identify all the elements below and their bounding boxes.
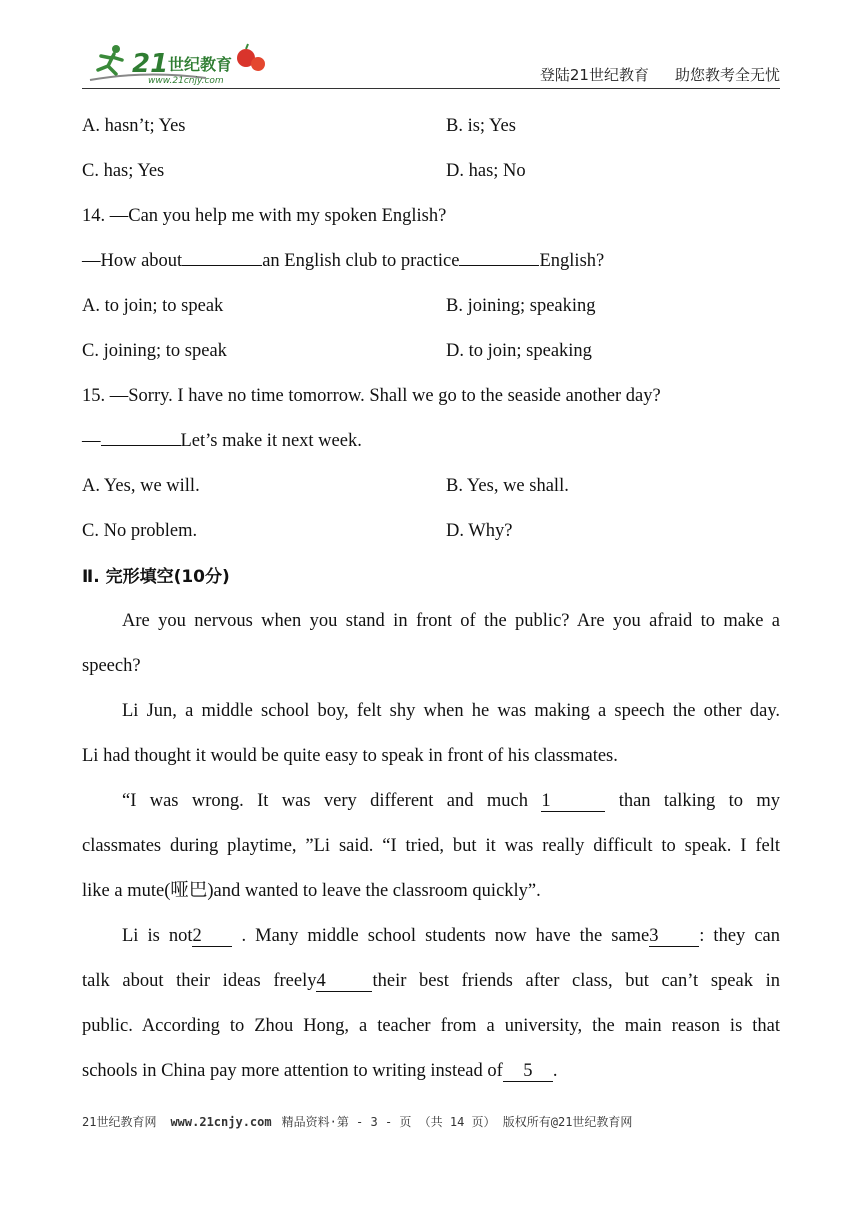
- svg-text:世纪教育: 世纪教育: [168, 55, 233, 74]
- q13-option-c: C. has; Yes: [82, 161, 165, 181]
- q13-option-d: D. has; No: [446, 161, 526, 181]
- q15-line2: — Let’s make it next week.: [82, 431, 362, 451]
- q13-option-a: A. hasn’t; Yes: [82, 116, 186, 136]
- page-header: [82, 38, 780, 89]
- header-slogan: 登陆21世纪教育 助您教考全无忧: [539, 66, 780, 84]
- blank-4: 4: [316, 971, 372, 992]
- blank: [182, 265, 262, 266]
- q14-option-d: D. to join; speaking: [446, 341, 592, 361]
- q13-option-b: B. is; Yes: [446, 116, 516, 136]
- q14-option-a: A. to join; to speak: [82, 296, 224, 316]
- q14-line2: —How about an English club to practice English?: [82, 251, 605, 271]
- q15-option-d: D. Why?: [446, 521, 513, 541]
- passage-line: public. According to Zhou Hong, a teacher from a university, the main reason is that: [82, 1016, 780, 1036]
- q14-stem: 14. —Can you help me with my spoken English?: [82, 206, 447, 226]
- blank: [459, 265, 539, 266]
- passage-line: Li is not2 . Many middle school students now have the same3 : they can: [122, 926, 780, 946]
- svg-text:21: 21: [132, 49, 169, 79]
- q15-option-b: B. Yes, we shall.: [446, 476, 569, 496]
- blank: [101, 445, 181, 446]
- svg-text:www.21cnjy.com: www.21cnjy.com: [148, 76, 224, 86]
- passage-line: schools in China pay more attention to writing instead of 5 .: [82, 1061, 558, 1081]
- q15-stem: 15. —Sorry. I have no time tomorrow. Shall we go to the seaside another day?: [82, 386, 661, 406]
- passage-line: talk about their ideas freely4 their best friends after class, but can’t speak in: [82, 971, 780, 991]
- passage-line: classmates during playtime, ”Li said. “I tried, but it was really difficult to speak. I felt: [82, 836, 780, 856]
- passage-line: “I was wrong. It was very different and much 1 than talking to my: [122, 791, 781, 811]
- 21cnjy-logo: [86, 40, 276, 86]
- blank-2: 2: [192, 926, 232, 947]
- page-footer: 21世纪教育网 www.21cnjy.com 精品资料·第 - 3 - 页 （共 14 页） 版权所有@21世纪教育网: [82, 1115, 633, 1129]
- q14-option-c: C. joining; to speak: [82, 341, 227, 361]
- q15-option-c: C. No problem.: [82, 521, 198, 541]
- passage-line: Li Jun, a middle school boy, felt shy when he was making a speech the other day.: [122, 701, 780, 721]
- section-heading: Ⅱ. 完形填空(10分): [82, 567, 230, 587]
- blank-5: 5: [503, 1061, 553, 1082]
- blank-3: 3: [649, 926, 699, 947]
- passage-line: speech?: [82, 656, 141, 676]
- passage-line: Are you nervous when you stand in front of the public? Are you afraid to make a: [122, 611, 780, 631]
- passage-line: like a mute(哑巴)and wanted to leave the classroom quickly”.: [82, 881, 541, 901]
- passage-line: Li had thought it would be quite easy to speak in front of his classmates.: [82, 746, 618, 766]
- blank-1: 1: [541, 791, 605, 812]
- q15-option-a: A. Yes, we will.: [82, 476, 200, 496]
- q14-option-b: B. joining; speaking: [446, 296, 596, 316]
